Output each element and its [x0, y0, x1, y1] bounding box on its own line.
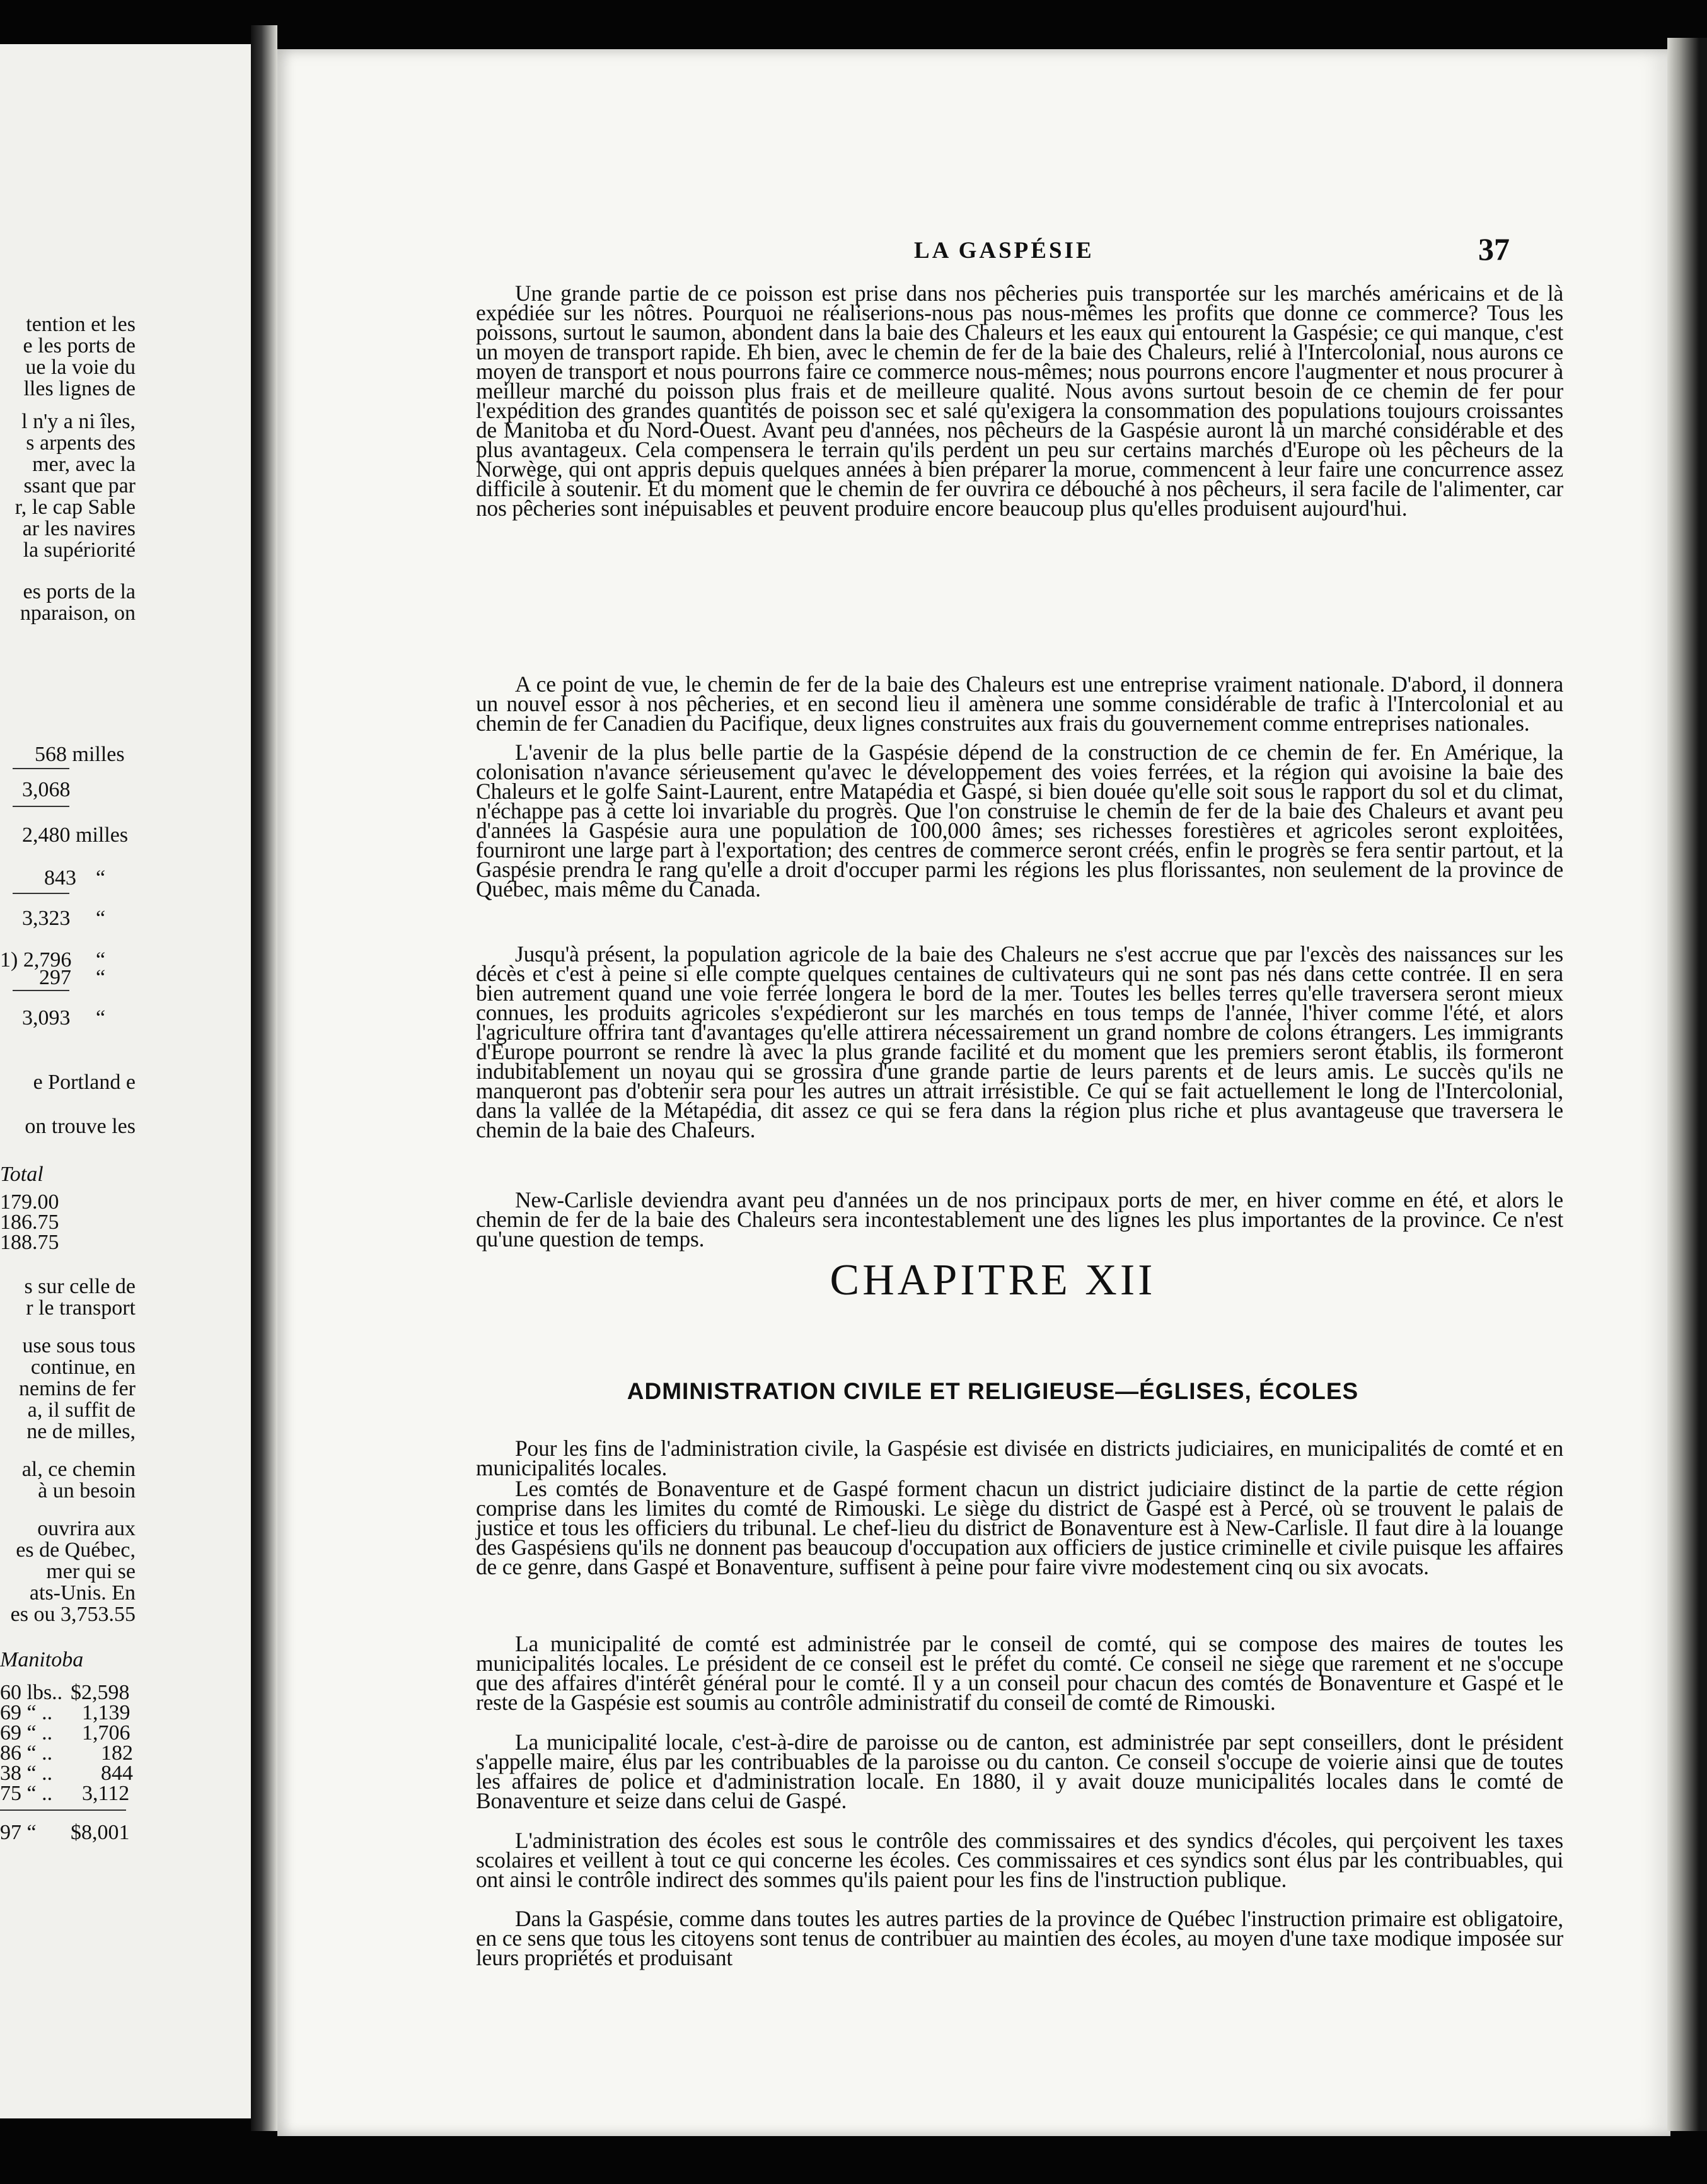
- distance-value: 843: [44, 866, 76, 890]
- left-line: s sur celle de: [24, 1275, 136, 1298]
- running-head: LA GASPÉSIE: [914, 238, 1094, 264]
- left-line: la supériorité: [23, 538, 136, 562]
- total-value: 179.00: [0, 1190, 59, 1214]
- manitoba-amount: $2,598: [71, 1681, 130, 1704]
- chapter-title: CHAPITRE XII: [830, 1256, 1156, 1304]
- distance-value: 3,323: [22, 907, 71, 930]
- left-line: es ou 3,753.55: [10, 1603, 136, 1626]
- section-heading: ADMINISTRATION CIVILE ET RELIGIEUSE—ÉGLISES, ÉCOLES: [627, 1378, 1359, 1404]
- ditto-mark: “: [96, 1006, 106, 1030]
- left-line: e Portland e: [33, 1071, 136, 1094]
- left-line: es ports de la: [23, 580, 136, 603]
- manitoba-qty: 86 “ ..: [0, 1741, 53, 1765]
- manitoba-qty: 60 lbs..: [0, 1681, 63, 1704]
- left-line: on trouve les: [25, 1115, 136, 1138]
- distance-value: 3,068: [22, 778, 71, 801]
- paragraph: A ce point de vue, le chemin de fer de la baie des Chaleurs est une entreprise vraiment nationale. D'abord, il donnera un nouvel essor à nos pêcheries, et en second lieu il amènera une somme considérable de trafic à l'Intercolonial et au chemin de fer Canadien du Pacifique, deux lignes construites aux frais du gouvernement comme entreprises nationales.: [476, 671, 1563, 736]
- left-line: ats-Unis. En: [29, 1581, 136, 1605]
- left-line: s arpents des: [26, 431, 136, 455]
- distance-value: 297: [39, 966, 71, 989]
- paragraph: Pour les fins de l'administration civile, la Gaspésie est divisée en districts judiciaires, en municipalités de comté et en municipalités locales.: [476, 1436, 1563, 1480]
- left-line: lles lignes de: [23, 377, 136, 400]
- distance-value: 568 milles: [35, 743, 125, 766]
- paragraph: Une grande partie de ce poisson est prise dans nos pêcheries puis transportée sur les marchés américains et de là expédiée sur les nôtres. Pourquoi ne réaliserions-nous pas nous-mêmes les profits que donne ce commerce? Tous les poissons, surtout le saumon, abondent dans la baie des Chaleurs et les eaux qui entourent la Gaspésie; ce qui manque, c'est un moyen de transport rapide. Eh bien, avec le chemin de fer de la baie des Chaleurs, relié à l'Intercolonial, nous aurons ce moyen de transport et nous pourrons faire ce commerce nous-mêmes; nous pourrons encore l'augmenter et nous procurer à meilleur marché du poisson plus frais et de meilleure qualité. Nous avons surtout besoin de ce chemin de fer pour l'expédition des grandes quantités de poisson sec et salé qu'exigera la consommation des populations toujours croissantes de Manitoba et du Nord-Ouest. Avant peu d'années, nos pêcheurs de la Gaspésie auront là un marché considérable et des plus avantageux. Cela compensera le terrain qu'ils perdent un peu sur certains marchés d'Europe où les pêcheurs de la Norwège, qui ont appris depuis quelques années à bien préparer la morue, commencent à leur faire une concurrence assez difficile à soutenir. Et du moment que le chemin de fer ouvrira ce débouché à nos pêcheurs, il sera facile de l'alimenter, car nos pêcheries sont inépuisables et peuvent produire encore beaucoup plus qu'elles produisent aujourd'hui.: [476, 281, 1563, 521]
- table-rule: [13, 768, 69, 769]
- left-line: al, ce chemin: [21, 1458, 136, 1481]
- manitoba-column-header: Manitoba: [0, 1648, 84, 1671]
- left-line: continue, en: [30, 1356, 136, 1379]
- total-value: 186.75: [0, 1211, 59, 1234]
- left-line: ouvrira aux: [37, 1517, 136, 1540]
- manitoba-amount: 3,112: [82, 1782, 130, 1805]
- left-line: nparaison, on: [20, 601, 136, 625]
- paragraph: La municipalité locale, c'est-à-dire de paroisse ou de canton, est administrée par sept conseillers, dont le président s'appelle maire, élus par les contribuables de la paroisse ou du canton. Ce conseil s'occupe de voierie ainsi que de toutes les affaires de police et d'administration locale. En 1880, il y avait douze municipalités locales dans le comté de Bonaventure et seize dans celui de Gaspé.: [476, 1729, 1563, 1813]
- left-line: mer, avec la: [32, 453, 136, 476]
- table-rule: [13, 990, 69, 991]
- paragraph: L'administration des écoles est sous le contrôle des commissaires et des syndics d'écoles, qui perçoivent les taxes scolaires et veillent à tout ce qui concerne les écoles. Ces commissaires et ces syndics sont élus par les contribuables, qui ont ainsi le contrôle indirect des sommes qu'ils paient pour les fins de l'instruction publique.: [476, 1828, 1563, 1892]
- ditto-mark: “: [96, 866, 106, 890]
- left-line: mer qui se: [46, 1560, 136, 1583]
- distance-value: 2,480 milles: [22, 823, 129, 847]
- ditto-mark: “: [96, 966, 106, 989]
- left-line: a, il suffit de: [27, 1398, 136, 1422]
- manitoba-amount: 182: [101, 1741, 133, 1765]
- left-line: r, le cap Sable: [14, 496, 136, 519]
- paragraph: New-Carlisle deviendra avant peu d'années un de nos principaux ports de mer, en hiver comme en été, et alors le chemin de fer de la baie des Chaleurs sera incontestablement une des lignes les plus importantes de la province. Ce n'est qu'une question de temps.: [476, 1187, 1563, 1252]
- left-line: ne de milles,: [26, 1420, 136, 1443]
- distance-value: 1) 2,796: [0, 948, 72, 972]
- paragraph: La municipalité de comté est administrée par le conseil de comté, qui se compose des maires de toutes les municipalités locales. Le président de ce conseil est le préfet du comté. Ce conseil ne siège que rarement et ne s'occupe que des affaires d'intérêt général pour le comté. Il y a un conseil pour chacun des comtés de Bonaventure et Gaspé et le reste de la Gaspésie est soumis au contrôle administratif du conseil de comté de Rimouski.: [476, 1631, 1563, 1715]
- total-value: 188.75: [0, 1231, 59, 1254]
- left-line: e les ports de: [23, 334, 136, 357]
- page: [277, 49, 1670, 2136]
- page-edge-shadow: [1667, 38, 1707, 2131]
- left-line: ssant que par: [23, 474, 136, 497]
- left-line: es de Québec,: [16, 1538, 136, 1562]
- previous-page-fragment: [0, 44, 269, 2118]
- manitoba-qty: 69 “ ..: [0, 1701, 53, 1724]
- left-line: à un besoin: [38, 1479, 136, 1502]
- ditto-mark: “: [96, 907, 106, 930]
- paragraph: Dans la Gaspésie, comme dans toutes les autres parties de la province de Québec l'instruction primaire est obligatoire, en ce sens que tous les citoyens sont tenus de contribuer au maintien des écoles, au moyen d'une taxe modique imposée sur leurs propriétés et produisant: [476, 1906, 1563, 1970]
- ditto-mark: “: [96, 948, 106, 972]
- manitoba-qty: 38 “ ..: [0, 1762, 53, 1785]
- manitoba-amount: 1,706: [82, 1721, 130, 1745]
- manitoba-qty: 75 “ ..: [0, 1782, 53, 1805]
- paragraph: Jusqu'à présent, la population agricole de la baie des Chaleurs ne s'est accrue que par l'excès des naissances sur les décès et c'est à peine si elle compte quelques centaines de cultivateurs qui ne sont pas nés dans cette contrée. Il en sera bien autrement quand une voie ferrée longera le bord de la mer. Toutes les belles terres qu'elle traversera seront mieux connues, les produits agricoles s'expédieront sur les marchés en tous temps de l'année, l'hiver comme l'été, et alors l'agriculture offrira tant d'avantages qu'elle attirera nécessairement un grand nombre de colons étrangers. Les immigrants d'Europe pourront se rendre là avec la plus grande facilité et du moment que les premiers seront établis, ils formeront indubitablement un noyau qui se grossira d'une grande partie de leurs parents et de leurs amis. Le succès qu'ils ne manqueront pas d'obtenir sera pour les autres un attrait irrésistible. Ce qui se fait actuellement le long de l'Intercolonial, dans la vallée de la Métapédia, dit assez ce qui se fera dans la région plus riche et plus avantageuse que traversera le chemin de la baie des Chaleurs.: [476, 941, 1563, 1142]
- page-number: 37: [1478, 231, 1510, 267]
- paragraph: L'avenir de la plus belle partie de la Gaspésie dépend de la construction de ce chemin de fer. En Amérique, la colonisation n'avance sérieusement qu'avec le développement des voies ferrées, et la région qui avoisine la baie des Chaleurs et le golfe Saint-Laurent, entre Matapédia et Gaspé, si bien douée qu'elle soit sous le rapport du sol et du climat, n'échappe pas à cette loi invariable du progrès. Que l'on construise le chemin de fer de la baie des Chaleurs et avant peu d'années la Gaspésie aura une population de 100,000 âmes; ses richesses forestières et agricoles seront exploitées, fourniront une large part à l'exportation; des centres de commerce seront créés, enfin le progrès se fera sentir partout, et la Gaspésie prendra le rang qu'elle a droit d'occuper parmi les régions les plus florissantes, non seulement de la province de Québec, mais même du Canada.: [476, 740, 1563, 902]
- left-line: ar les navires: [22, 517, 136, 540]
- table-rule: [13, 806, 69, 807]
- left-line: nemins de fer: [18, 1377, 136, 1400]
- distance-value: 3,093: [22, 1006, 71, 1030]
- table-rule: [0, 1809, 126, 1811]
- left-line: r le transport: [26, 1296, 136, 1320]
- left-line: ue la voie du: [25, 356, 136, 379]
- left-line: l n'y a ni îles,: [21, 410, 136, 433]
- manitoba-qty: 69 “ ..: [0, 1721, 53, 1745]
- left-line: tention et les: [26, 313, 136, 336]
- paragraph: Les comtés de Bonaventure et de Gaspé forment chacun un district judiciaire distinct de la partie de cette région comprise dans les limites du comté de Rimouski. Le siège du district de Gaspé est à Percé, où se trouvent le palais de justice et tous les officiers du tribunal. Le chef-lieu du district de Bonaventure est à New-Carlisle. Il faut dire à la louange des Gaspésiens qu'ils ne donnent pas beaucoup d'occupation aux officiers de justice criminelle et civile puisque les affaires de ce genre, dans Gaspé et Bonaventure, suffisent à peine pour faire vivre modestement cinq ou six avocats.: [476, 1476, 1563, 1579]
- manitoba-qty: 97 “: [0, 1821, 37, 1844]
- total-column-header: Total: [0, 1163, 43, 1186]
- manitoba-amount: $8,001: [71, 1821, 130, 1844]
- table-rule: [13, 893, 69, 894]
- left-line: use sous tous: [22, 1334, 136, 1357]
- manitoba-amount: 844: [101, 1762, 133, 1785]
- manitoba-amount: 1,139: [82, 1701, 130, 1724]
- book-gutter: [251, 25, 277, 2131]
